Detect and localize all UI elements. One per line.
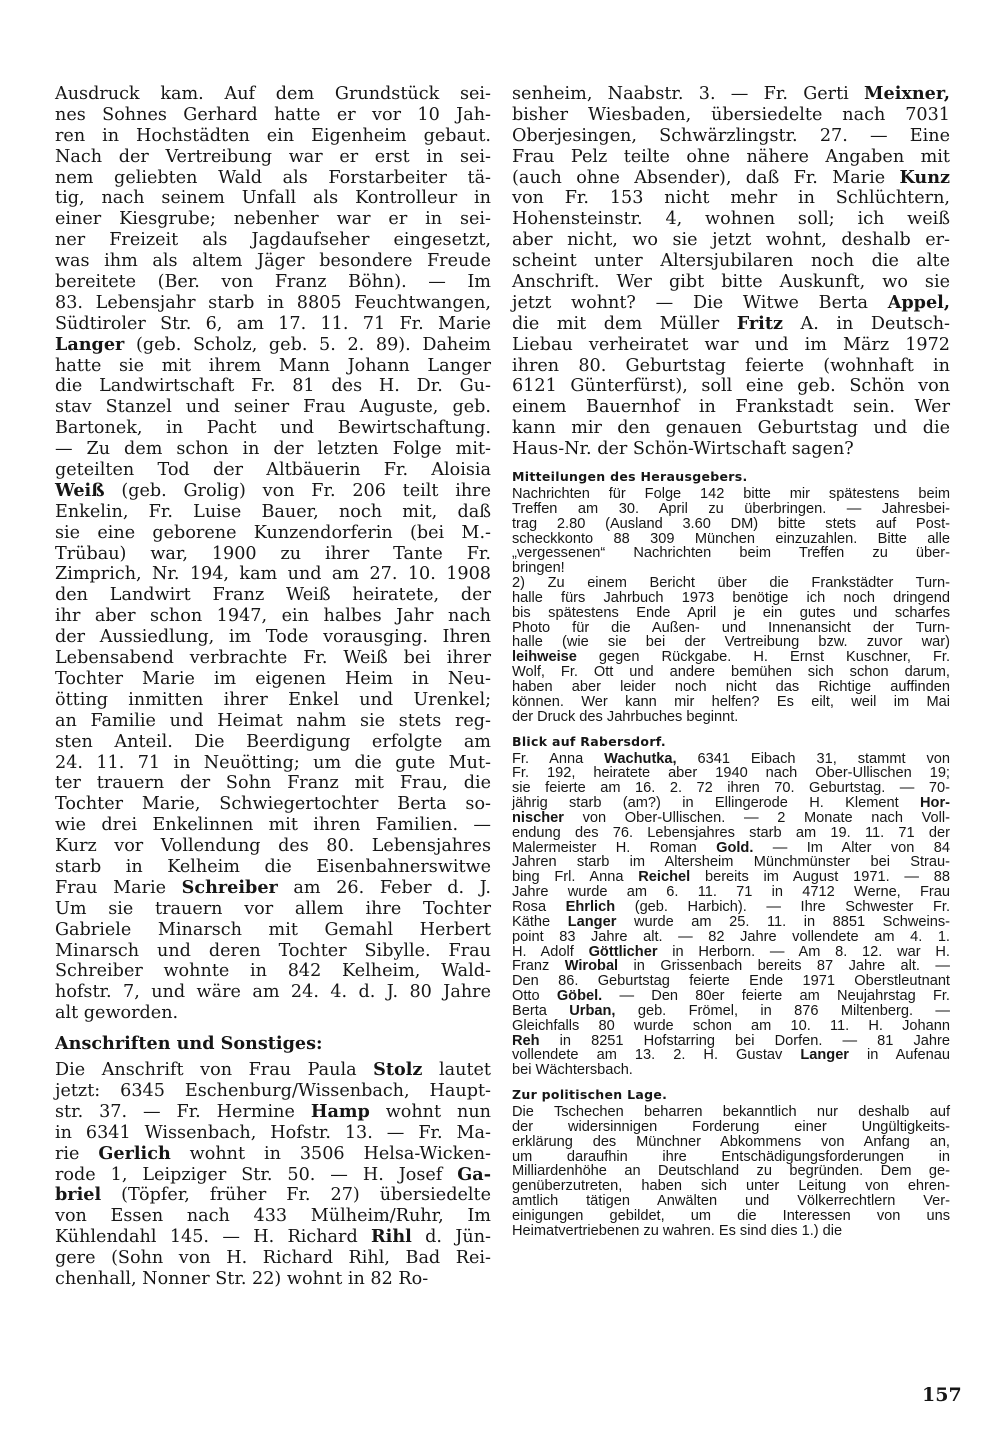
text-segment: bisher Wiesbaden, übersiedelte nach 7031 — [512, 104, 950, 125]
text-segment: vollendete am 13. 2. H. Gustav — [512, 1047, 801, 1064]
text-line — [512, 1105, 950, 1120]
text-line — [512, 502, 950, 517]
bold-name: Appel, — [887, 291, 950, 313]
text-line — [512, 1179, 950, 1194]
bold-name: Göbel. — [556, 988, 603, 1005]
text-segment: Fr. Anna — [512, 750, 605, 767]
text-segment: stav Stanzel und seiner Frau Auguste, geb. — [55, 397, 491, 418]
text-segment: Zimprich, Nr. 194, kam und am 27. 10. 1908 — [55, 564, 491, 585]
addresses-paragraph — [55, 1060, 491, 1290]
bold-name: Kunz — [899, 166, 950, 188]
text-line — [55, 335, 491, 356]
text-line — [55, 502, 491, 523]
text-segment: 6341 Eibach 31, stammt von — [676, 750, 950, 767]
text-line — [512, 517, 950, 532]
text-segment: Südtiroler Str. 6, am 17. 11. 71 Fr. Marie — [55, 313, 491, 334]
text-segment: ter trauern der Sohn Franz mit Frau, die — [55, 773, 491, 794]
text-segment: Die Tschechen beharren bekanntlich nur deshalb auf — [512, 1104, 950, 1121]
text-segment: Fr. 192, heiratete aber 1940 nach Ober-Ullischen 19; — [512, 765, 950, 782]
text-segment: hatte sie mit ihrem Mann Johann Langer — [55, 355, 491, 376]
text-line — [512, 1164, 950, 1179]
text-line — [55, 126, 491, 147]
text-segment: (geb. Grolig) von Fr. 206 teilt ihre — [104, 480, 491, 501]
text-line — [55, 188, 491, 209]
text-segment: Hohensteinstr. 4, wohnen soll; ich weiß — [512, 209, 950, 230]
bold-name: Langer — [800, 1047, 849, 1064]
text-segment: Kurz vor Vollendung des 80. Lebensjahres — [55, 836, 491, 857]
text-segment: von Fr. 153 nicht mehr in Schlüchtern, — [512, 188, 950, 209]
text-segment: halle (wie sie bei der Vertreibung bzw. zuvor war) — [512, 634, 950, 651]
text-segment: in Herborn. — Am 8. 12. war H. — [657, 943, 950, 960]
text-line — [512, 376, 950, 397]
bold-name: leihweise — [512, 649, 577, 666]
bold-name: Wachutka, — [604, 750, 677, 767]
bold-name: Gerlich — [98, 1142, 171, 1164]
text-line — [55, 418, 491, 439]
text-segment: Kühlendahl 145. — H. Richard — [55, 1227, 372, 1248]
text-segment: Otto — [512, 988, 557, 1005]
text-segment: Haus-Nr. der Schön-Wirtschaft sagen? — [512, 439, 854, 460]
text-line — [55, 1165, 491, 1186]
text-segment: — Den 80er feierte am Neujahrstag Fr. — [602, 988, 950, 1005]
text-segment: erklärung des Münchner Abkommens von Anfang an, — [512, 1133, 950, 1150]
text-line — [55, 356, 491, 377]
text-line — [512, 710, 950, 725]
text-segment: Oberjesingen, Schwärzlingstr. 27. — Eine — [512, 125, 950, 146]
text-line — [512, 168, 950, 189]
text-segment: Tochter Marie im eigenen Heim in Neu- — [55, 668, 491, 689]
text-line — [55, 544, 491, 565]
text-segment: Frau Pelz teilte ohne nähere Angaben mit — [512, 146, 950, 167]
text-segment: scheckkonto 88 309 München einzuzahlen. Bitte alle — [512, 530, 950, 547]
text-segment: in Grissenbach bereits 87 Jahre alt. — — [618, 958, 950, 975]
text-segment: den Landwirt Franz Weiß heiratete, der — [55, 585, 491, 606]
text-segment: aber nicht, wo sie jetzt wohnt, deshalb er- — [512, 230, 950, 251]
text-line — [55, 669, 491, 690]
text-line — [512, 650, 950, 665]
bold-name: Göttlicher — [588, 943, 658, 960]
text-segment: Tochter Marie, Schwiegertochter Berta so- — [55, 794, 491, 815]
text-segment: bei Wächtersbach. — [512, 1062, 633, 1079]
text-line — [55, 899, 491, 920]
text-segment: haben aber leider noch nicht das Richtige auffinden — [512, 679, 950, 695]
text-segment: Nachrichten für Folge 142 bitte mir spätestens beim — [512, 486, 950, 503]
bold-name: Ga- — [457, 1163, 491, 1185]
text-segment: Franz — [512, 958, 565, 975]
text-segment: jetzt wohnt? — Die Witwe Berta — [512, 292, 888, 313]
text-segment: Gleichfalls 80 wurde schon am 10. 11. H. Johann — [512, 1017, 950, 1034]
text-segment: tig, nach seinem Unfall als Kontrolleur in — [55, 188, 491, 209]
text-segment: von Essen nach 433 Mülheim/Ruhr, Im — [55, 1206, 491, 1227]
text-line — [55, 1003, 491, 1024]
text-segment: Anschrift. Wer gibt bitte Auskunft, wo sie — [512, 272, 950, 293]
text-line — [512, 591, 950, 606]
text-segment: ihr aber schon 1947, ein halbes Jahr nach — [55, 606, 491, 627]
bold-name: Meixner, — [864, 83, 950, 104]
text-segment: hofstr. 7, und wäre am 24. 4. d. J. 80 Jahre — [55, 982, 491, 1003]
text-segment: — Im Alter von 84 — [753, 839, 951, 856]
text-line — [55, 1144, 491, 1165]
text-line — [55, 1060, 491, 1081]
bold-name: briel — [55, 1184, 102, 1206]
text-line — [55, 272, 491, 293]
text-segment: trag 2.80 (Ausland 3.60 DM) bitte stets auf Post- — [512, 515, 950, 532]
text-line — [512, 974, 950, 989]
bold-name: Fritz — [736, 312, 783, 334]
text-line — [512, 1063, 950, 1078]
text-line — [512, 1224, 950, 1239]
text-segment: wohnt in 3506 Helsa-Wicken- — [170, 1143, 491, 1164]
text-line — [55, 753, 491, 774]
text-line — [55, 376, 491, 397]
text-segment: bis spätestens Ende April je ein gutes und scharfes — [512, 604, 950, 621]
text-segment: geb. Frömel, in 876 Miltenberg. — — [615, 1002, 951, 1019]
text-segment: gegen Rückgabe. H. Ernst Kuschner, Fr. — [576, 649, 950, 666]
text-line — [55, 857, 491, 878]
text-segment: ötting inmitten ihrer Enkel und Urenkel; — [55, 689, 491, 710]
text-line — [55, 84, 491, 105]
text-segment: (geb. Scholz, geb. 5. 2. 89). Daheim — [124, 334, 491, 355]
text-segment: bringen! — [512, 560, 565, 577]
bold-name: Reh — [512, 1032, 540, 1049]
text-segment: gere (Sohn von H. Richard Rihl, Bad Rei- — [55, 1248, 491, 1269]
bold-name: Hamp — [310, 1100, 370, 1122]
bold-name: Urban, — [569, 1002, 616, 1019]
section-heading-anschriften: Anschriften und Sonstiges: — [55, 1033, 323, 1055]
text-segment: 83. Lebensjahr starb in 8805 Feuchtwangen, — [55, 292, 491, 313]
bold-name: Gold. — [716, 839, 754, 856]
text-line — [512, 335, 950, 356]
text-line — [512, 397, 950, 418]
text-segment: Rosa — [512, 898, 566, 915]
bold-name: Langer — [55, 333, 125, 355]
text-segment: (Töpfer, früher Fr. 27) übersiedelte — [101, 1185, 491, 1206]
text-line — [55, 105, 491, 126]
text-line — [512, 826, 950, 841]
text-line — [55, 941, 491, 962]
text-line — [512, 945, 950, 960]
text-line — [55, 1269, 491, 1290]
text-segment: die Landwirtschaft Fr. 81 des H. Dr. Gu- — [55, 376, 491, 397]
text-segment: Photo für die Außen- und Innenansicht der Turn- — [512, 619, 950, 636]
text-line — [55, 961, 491, 982]
text-line — [512, 989, 950, 1004]
text-line — [512, 418, 950, 439]
text-line — [55, 251, 491, 272]
text-segment: „vergessenen“ Nachrichten beim Treffen zu über- — [512, 545, 950, 562]
text-segment: Den 86. Geburtstag feierte Ende 1971 Oberstleutnant — [512, 973, 950, 990]
text-segment: Minarsch und deren Tochter Sibylle. Frau — [55, 940, 491, 961]
text-segment: nes Sohnes Gerhard hatte er vor 10 Jah- — [55, 104, 491, 125]
text-segment: geteilten Tod der Altbäuerin Fr. Aloisia — [55, 460, 491, 481]
text-line — [55, 627, 491, 648]
text-line — [512, 781, 950, 796]
text-line — [512, 1004, 950, 1019]
text-line — [512, 1135, 950, 1150]
text-line — [512, 870, 950, 885]
text-line — [512, 561, 950, 576]
bold-name: Wirobal — [564, 958, 619, 975]
text-segment: amtlich tätigen Anwälten und Völkerrechtlern Ver- — [512, 1193, 950, 1210]
text-line — [512, 1048, 950, 1063]
text-segment: Gabriele Minarsch mit Gemahl Herbert — [55, 919, 491, 940]
text-line — [512, 885, 950, 900]
text-line — [512, 147, 950, 168]
text-segment: die mit dem Müller — [512, 313, 737, 334]
text-line — [55, 1102, 491, 1123]
text-line — [55, 564, 491, 585]
section-heading: Blick auf Rabersdorf. — [512, 733, 666, 749]
text-segment: Malermeister H. Roman — [512, 839, 717, 856]
text-segment: wohnt nun — [369, 1101, 491, 1122]
text-segment: was ihm als altem Jäger besondere Freude — [55, 251, 491, 272]
text-segment: endung des 76. Lebensjahres starb am 19. 11. 71 der — [512, 824, 950, 841]
section-heading: Mitteilungen des Herausgebers. — [512, 469, 748, 485]
text-line — [512, 606, 950, 621]
text-segment: wurde am 25. 11. in 8851 Schweins- — [616, 913, 950, 930]
text-line — [512, 621, 950, 636]
text-line — [55, 293, 491, 314]
text-line — [512, 84, 950, 105]
text-line — [512, 1120, 950, 1135]
text-segment: am 26. Feber d. J. — [277, 877, 491, 898]
text-segment: Trübau) war, 1900 zu ihrer Tante Fr. — [55, 543, 491, 564]
text-segment: point 83 Jahre alt. — 82 Jahre vollendete am 4. 1. — [512, 928, 950, 945]
text-line — [512, 230, 950, 251]
text-segment: Enkelin, Fr. Luise Bauer, noch mit, daß — [55, 501, 491, 522]
text-line — [55, 648, 491, 669]
text-line — [55, 397, 491, 418]
text-line — [512, 752, 950, 767]
text-line — [55, 815, 491, 836]
text-line — [55, 878, 491, 899]
text-line — [55, 606, 491, 627]
text-segment: Lebensabend verbrachte Fr. Weiß bei ihrer — [55, 648, 491, 669]
text-line — [512, 126, 950, 147]
text-segment: starb in Kelheim die Eisenbahnerswitwe — [55, 856, 491, 877]
text-segment: um daraufhin ihre Entschädigungsforderungen in — [512, 1148, 950, 1165]
text-segment: Bartonek, in Pacht und Bewirtschaftung. — [55, 418, 491, 439]
text-segment: Nach der Vertreibung war er erst in sei- — [55, 146, 491, 167]
section-body — [512, 1105, 950, 1239]
text-line — [512, 665, 950, 680]
text-line — [55, 460, 491, 481]
text-segment: Die Anschrift von Frau Paula — [55, 1060, 374, 1081]
text-line — [55, 1227, 491, 1248]
text-segment: in 8251 Hofstarring bei Dorfen. — 81 Jahre — [539, 1032, 950, 1049]
text-line — [55, 523, 491, 544]
text-segment: jährig starb (am?) in Ellingerode H. Klement — [512, 795, 920, 812]
text-segment: A. in Deutsch- — [782, 313, 950, 334]
text-line — [512, 546, 950, 561]
text-segment: Jahren starb im Altersheim Münchmünster bei Strau- — [512, 854, 950, 871]
text-line — [55, 773, 491, 794]
text-line — [55, 147, 491, 168]
text-line — [55, 920, 491, 941]
text-segment: einem Bauernhof in Frankstadt sein. Wer — [512, 397, 950, 418]
right-column — [512, 84, 950, 1239]
bold-name: Rihl — [371, 1226, 412, 1248]
text-segment: Schreiber wohnte in 842 Kelheim, Wald- — [55, 961, 491, 982]
text-segment: — Zu dem schon in der letzten Folge mit- — [55, 439, 491, 460]
text-segment: an Familie und Heimat nahm sie stets reg- — [55, 710, 491, 731]
text-line — [55, 1248, 491, 1269]
text-segment: Treffen am 30. April zu überbringen. — Jahresbei- — [512, 500, 950, 517]
text-segment: bereitete (Ber. von Franz Böhn). — Im — [55, 272, 491, 293]
text-line — [55, 168, 491, 189]
bold-name: Langer — [567, 913, 617, 930]
text-segment: in Aufenau — [848, 1047, 950, 1064]
text-segment: (geb. Harbich). — Ihre Schwester Fr. — [615, 898, 950, 915]
text-segment: bereits im August 1971. — 88 — [690, 869, 950, 886]
text-line — [55, 314, 491, 335]
text-segment: der widersinnigen Forderung einer Ungültigkeits- — [512, 1118, 950, 1135]
text-line — [512, 930, 950, 945]
text-line — [512, 1034, 950, 1049]
text-segment: senheim, Naabstr. 3. — Fr. Gerti — [512, 84, 865, 104]
small-sections — [512, 469, 950, 1239]
text-segment: 6121 Günterfürst), soll eine geb. Schön von — [512, 376, 950, 397]
text-segment: Liebau verheiratet war und im März 1972 — [512, 334, 950, 355]
text-line — [55, 1081, 491, 1102]
text-line — [55, 732, 491, 753]
text-segment: sten Anteil. Die Beerdigung erfolgte am — [55, 731, 491, 752]
text-line — [512, 680, 950, 695]
text-line — [512, 766, 950, 781]
text-line — [512, 293, 950, 314]
text-line — [55, 209, 491, 230]
text-line — [55, 690, 491, 711]
bold-name: Reichel — [638, 869, 691, 886]
bold-name: Weiß — [55, 479, 105, 501]
text-segment: genüberzutreten, haben sich unter Leitung von ehren- — [512, 1178, 950, 1195]
text-line — [55, 439, 491, 460]
text-segment: einer Kiesgrube; nebenher war er in sei- — [55, 209, 491, 230]
text-segment: können. Wer kann mir helfen? Es eilt, weil im Mai — [512, 693, 950, 710]
text-segment: nem geliebten Wald als Forstarbeiter tä- — [55, 167, 491, 188]
text-segment: rie — [55, 1143, 99, 1164]
text-segment: d. Jün- — [411, 1227, 491, 1248]
text-line — [512, 188, 950, 209]
text-line — [55, 836, 491, 857]
text-segment: Käthe — [512, 913, 568, 930]
text-line — [512, 209, 950, 230]
text-segment: der Aussiedlung, im Tode vorausging. Ihren — [55, 627, 491, 648]
text-line — [512, 959, 950, 974]
text-line — [512, 915, 950, 930]
bold-name: Schreiber — [181, 876, 278, 898]
text-segment: 24. 11. 71 in Neuötting; um die gute Mut- — [55, 752, 491, 773]
text-segment: chenhall, Nonner Str. 22) wohnt in 82 Ro- — [55, 1268, 429, 1289]
text-segment: str. 37. — Fr. Hermine — [55, 1101, 311, 1122]
text-segment: von Ober-Ullischen. — 2 Monate nach Voll- — [563, 809, 950, 826]
text-line — [55, 1206, 491, 1227]
text-line — [512, 855, 950, 870]
bold-name: nischer — [512, 809, 564, 826]
text-line — [512, 695, 950, 710]
text-segment: Ausdruck kam. Auf dem Grundstück sei- — [55, 84, 491, 104]
section-heading: Zur politischen Lage. — [512, 1087, 668, 1103]
section-body — [512, 487, 950, 725]
text-segment: halle fürs Jahrbuch 1973 benötige ich noch dringend — [512, 589, 950, 606]
text-line — [512, 272, 950, 293]
text-line — [512, 1019, 950, 1034]
text-line — [55, 230, 491, 251]
text-segment: (auch ohne Absender), daß Fr. Marie — [512, 167, 900, 188]
text-line — [512, 356, 950, 377]
text-line — [512, 635, 950, 650]
text-line — [55, 982, 491, 1003]
text-segment: Berta — [512, 1002, 570, 1019]
text-line — [55, 481, 491, 502]
text-line — [55, 711, 491, 732]
obituary-paragraphs — [55, 84, 491, 1024]
text-line — [512, 811, 950, 826]
text-line — [512, 314, 950, 335]
text-segment: lautet — [422, 1060, 491, 1081]
text-line — [55, 1123, 491, 1144]
text-segment: kann mir den genauen Geburtstag und die — [512, 418, 950, 439]
text-line — [512, 841, 950, 856]
text-segment: Jahre wurde am 6. 11. 71 in 4712 Werne, Frau — [512, 884, 950, 901]
text-line — [512, 1209, 950, 1224]
bold-name: Stolz — [373, 1059, 423, 1081]
text-segment: Heimatvertriebenen zu wahren. Es sind dies 1.) die — [512, 1222, 843, 1239]
text-segment: der Druck des Jahrbuches beginnt. — [512, 708, 739, 725]
text-segment: jetzt: 6345 Eschenburg/Wissenbach, Haupt- — [55, 1080, 491, 1101]
text-segment: H. Adolf — [512, 943, 589, 960]
text-segment: ihren 80. Geburtstag feierte (wohnhaft in — [512, 355, 950, 376]
text-line — [512, 900, 950, 915]
bold-name: Hor- — [920, 795, 950, 812]
text-segment: bing Frl. Anna — [512, 869, 639, 886]
text-line — [55, 585, 491, 606]
text-segment: 2) Zu einem Bericht über die Frankstädter Turn- — [512, 575, 950, 592]
page-number: 157 — [922, 1384, 962, 1406]
text-segment: sie feierte am 16. 2. 72 ihren 70. Geburtstag. — 70- — [512, 780, 950, 797]
text-line — [512, 1150, 950, 1165]
text-line — [512, 1194, 950, 1209]
text-segment: Wolf, Fr. Ott und andere bemühen sich schon darum, — [512, 664, 950, 681]
text-line — [512, 439, 950, 460]
text-segment: ren in Hochstädten ein Eigenheim gebaut. — [55, 125, 491, 146]
text-line — [512, 251, 950, 272]
text-segment: ner Freizeit als Jagdaufseher eingesetzt, — [55, 230, 491, 251]
text-segment: in 6341 Wissenbach, Hofstr. 13. — Fr. Ma- — [55, 1122, 491, 1143]
text-segment: sie eine geborene Kunzendorferin (bei M.- — [55, 522, 491, 543]
text-line — [512, 105, 950, 126]
bold-name: Ehrlich — [565, 898, 616, 915]
text-segment: wie drei Enkelinnen mit ihren Familien. — — [55, 815, 491, 836]
text-segment: Milliardenhöhe an Deutschland zu begründen. Dem ge- — [512, 1163, 950, 1180]
text-line — [512, 487, 950, 502]
text-segment: einigungen gebildet, um die Interessen von uns — [512, 1208, 950, 1224]
text-line — [512, 576, 950, 591]
text-segment: scheint unter Altersjubilaren noch die alte — [512, 251, 950, 272]
text-segment: Um sie trauern vor allem ihre Tochter — [55, 898, 491, 919]
text-segment: rode 1, Leipziger Str. 50. — H. Josef — [55, 1164, 458, 1185]
text-line — [55, 794, 491, 815]
text-line — [55, 1185, 491, 1206]
addresses-continued — [512, 84, 950, 460]
text-segment: Frau Marie — [55, 877, 182, 898]
text-segment: alt geworden. — [55, 1003, 179, 1024]
text-line — [512, 796, 950, 811]
text-line — [512, 532, 950, 547]
section-body — [512, 752, 950, 1079]
left-column — [55, 84, 491, 1290]
